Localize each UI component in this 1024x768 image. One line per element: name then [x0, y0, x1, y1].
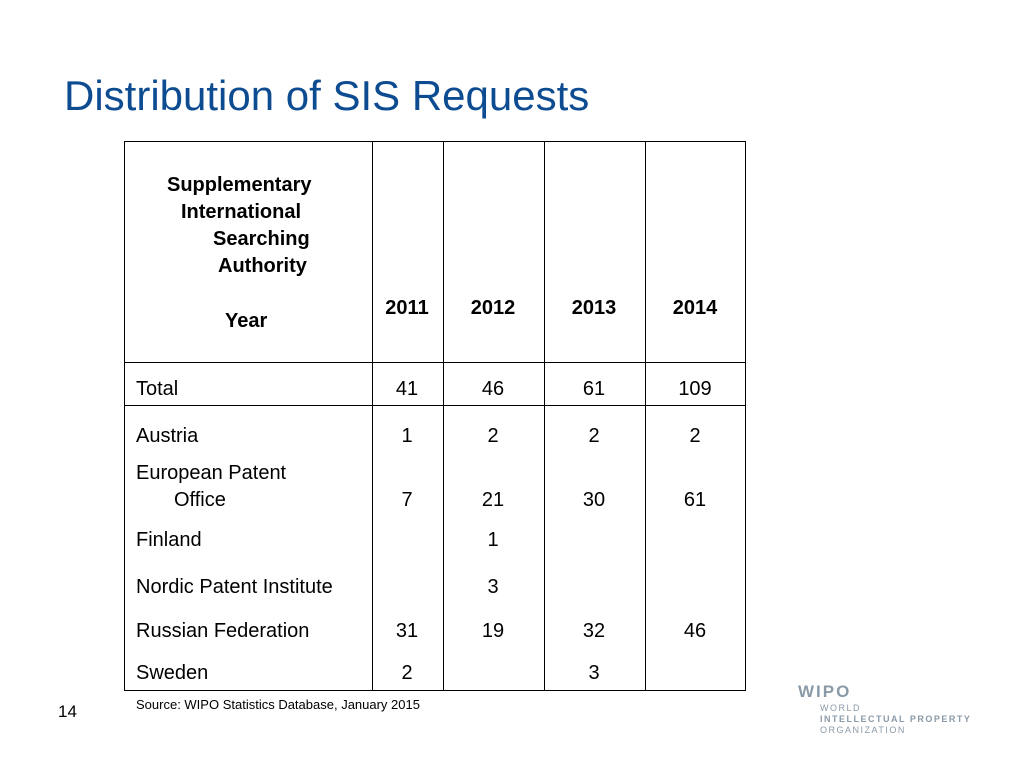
cell-value: 3 — [588, 662, 600, 684]
header-year: 2013 — [571, 297, 617, 319]
cell-value: 2 — [487, 425, 499, 447]
cell-value: 46 — [683, 620, 707, 642]
cell-value: 61 — [683, 489, 707, 511]
cell-value: 32 — [582, 620, 606, 642]
page-title: Distribution of SIS Requests — [64, 72, 590, 119]
row-divider — [125, 405, 745, 406]
header-authority-line: Searching — [213, 228, 310, 250]
data-table — [124, 141, 746, 691]
row-label: Finland — [136, 529, 202, 551]
total-value: 109 — [678, 378, 712, 400]
total-value: 41 — [395, 378, 419, 400]
header-year-label: Year — [225, 310, 268, 332]
logo-line: ORGANIZATION — [820, 725, 906, 735]
page-number: 14 — [58, 702, 77, 721]
row-label: Sweden — [136, 662, 209, 684]
cell-value: 19 — [481, 620, 505, 642]
column-divider — [372, 142, 373, 690]
cell-value: 2 — [689, 425, 701, 447]
wipo-logo — [798, 682, 988, 736]
header-year: 2014 — [672, 297, 718, 319]
row-label: Nordic Patent Institute — [136, 576, 333, 598]
column-divider — [443, 142, 444, 690]
header-year: 2011 — [385, 297, 429, 319]
header-authority-line: Supplementary — [167, 174, 312, 196]
header-year: 2012 — [470, 297, 516, 319]
cell-value: 31 — [395, 620, 419, 642]
logo-wordmark: WIPO — [798, 682, 852, 701]
header-authority-line: International — [181, 201, 302, 223]
total-label: Total — [136, 378, 179, 400]
cell-value: 2 — [588, 425, 600, 447]
column-divider — [544, 142, 545, 690]
row-label: European Patent — [136, 462, 287, 484]
cell-value: 2 — [401, 662, 413, 684]
source-note: Source: WIPO Statistics Database, January 2015 — [136, 697, 420, 712]
cell-value: 3 — [487, 576, 499, 598]
total-value: 61 — [582, 378, 606, 400]
total-value: 46 — [481, 378, 505, 400]
row-label: Office — [174, 489, 226, 511]
row-label: Russian Federation — [136, 620, 310, 642]
row-label: Austria — [136, 425, 199, 447]
logo-line: INTELLECTUAL PROPERTY — [820, 714, 972, 724]
column-divider — [645, 142, 646, 690]
cell-value: 30 — [582, 489, 606, 511]
header-authority-line: Authority — [218, 255, 307, 277]
cell-value: 21 — [481, 489, 505, 511]
cell-value: 7 — [401, 489, 413, 511]
cell-value: 1 — [401, 425, 413, 447]
cell-value: 1 — [487, 529, 499, 551]
row-divider — [125, 362, 745, 363]
logo-line: WORLD — [820, 703, 861, 713]
